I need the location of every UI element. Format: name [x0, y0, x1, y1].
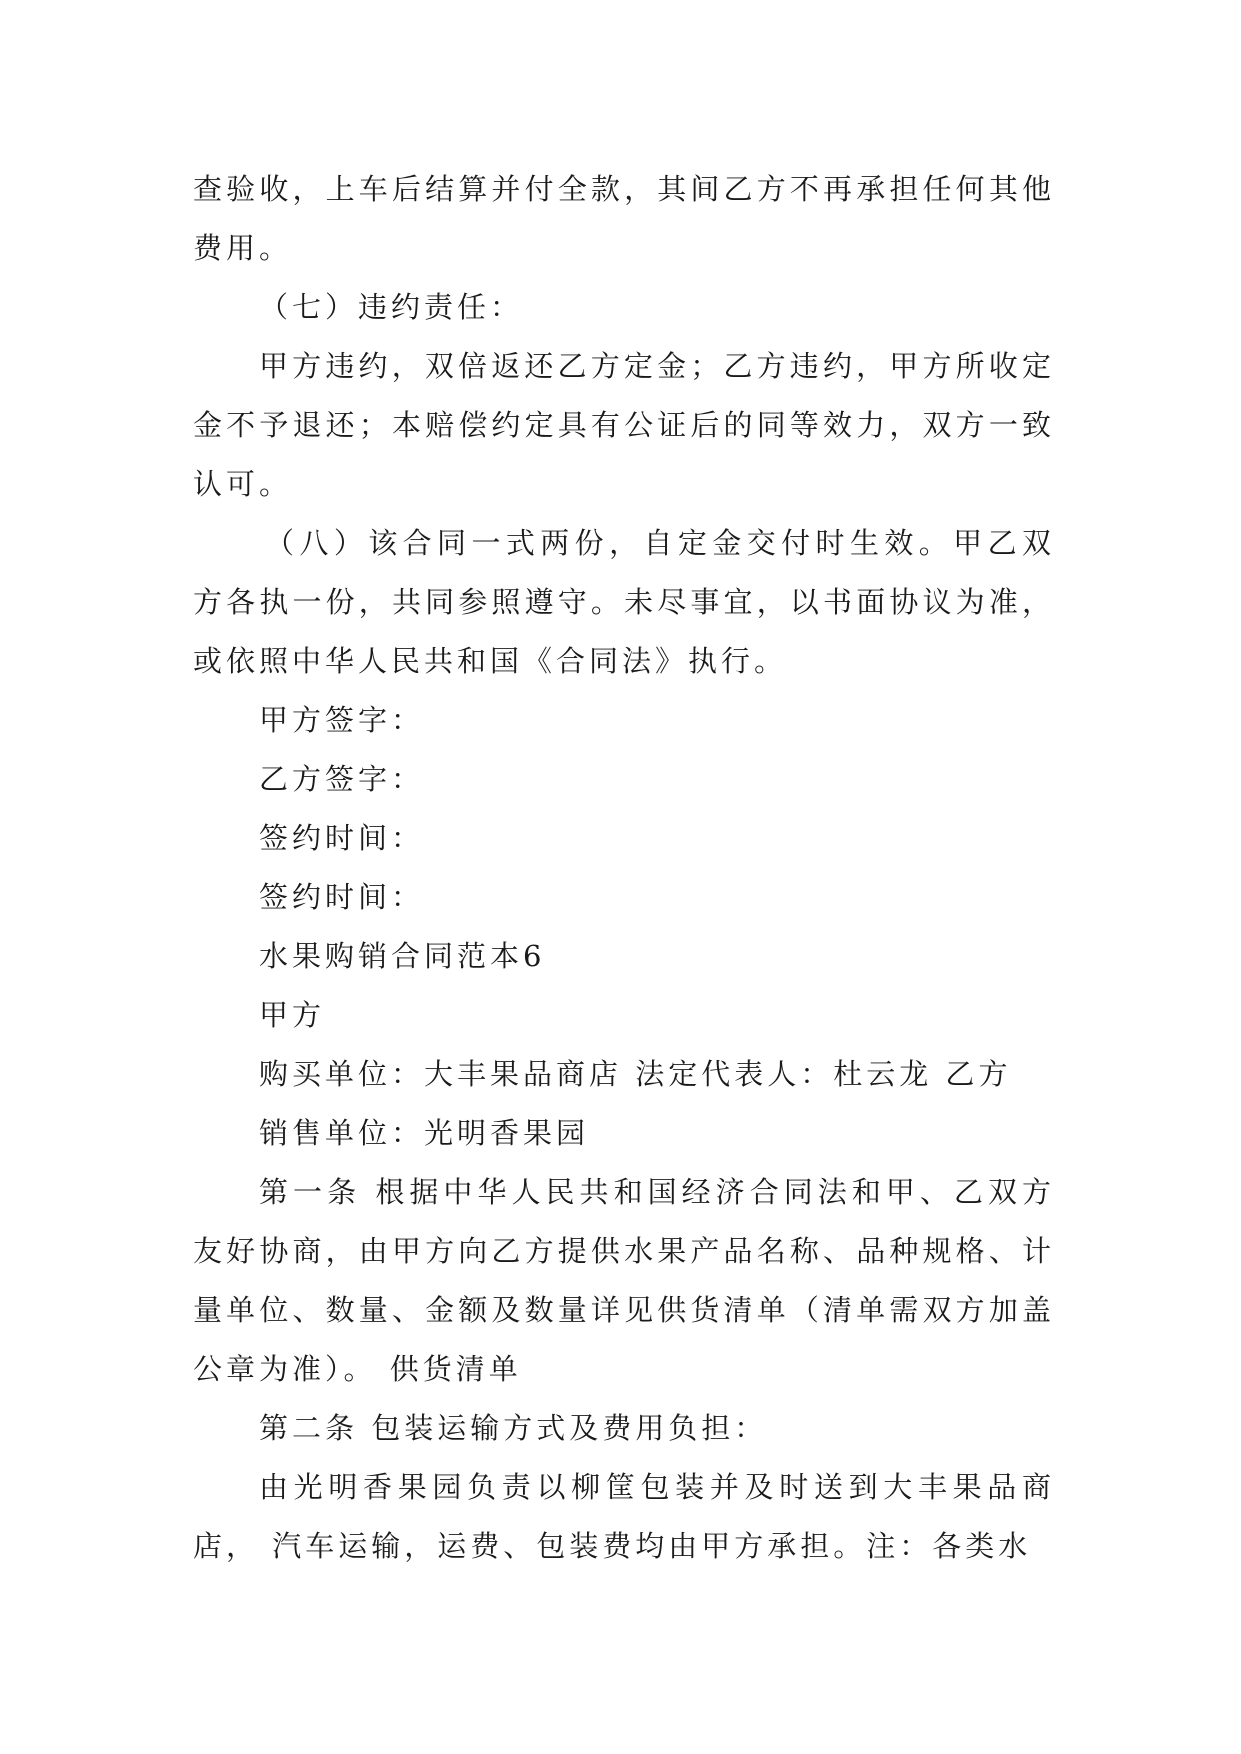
paragraph-breach-terms: 甲方违约，双倍返还乙方定金；乙方违约，甲方所收定金不予退还；本赔偿约定具有公证后的同等效力，双方一致认可。 [193, 349, 1055, 501]
article-two-body: 由光明香果园负责以柳筐包装并及时送到大丰果品商店， 汽车运输，运费、包装费均由甲方承担。注：各类水 [193, 1470, 1055, 1563]
signing-date-1: 签约时间： [259, 821, 425, 855]
article-one: 第一条 根据中华人民共和国经济合同法和甲、乙双方友好协商，由甲方向乙方提供水果产品名称、品种规格、计量单位、数量、金额及数量详见供货清单（清单需双方加盖公章为准）。 供货清单 [193, 1175, 1055, 1386]
party-a-label: 甲方 [259, 998, 326, 1032]
paragraph-breach-heading: （七）违约责任： [259, 290, 524, 324]
signature-party-b: 乙方签字： [259, 762, 425, 796]
paragraph-payment-terms: 查验收，上车后结算并付全款，其间乙方不再承担任何其他费用。 [193, 172, 1055, 265]
document-body [193, 160, 1055, 1576]
signature-party-a: 甲方签字： [259, 703, 425, 737]
article-two-heading: 第二条 包装运输方式及费用负担： [259, 1411, 768, 1445]
buyer-info: 购买单位：大丰果品商店 法定代表人：杜云龙 乙方 [259, 1057, 1012, 1091]
contract-title: 水果购销合同范本6 [259, 939, 546, 973]
signing-date-2: 签约时间： [259, 880, 425, 914]
paragraph-copies-terms: （八）该合同一式两份，自定金交付时生效。甲乙双方各执一份，共同参照遵守。未尽事宜，以书面协议为准，或依照中华人民共和国《合同法》执行。 [193, 526, 1055, 678]
seller-info: 销售单位：光明香果园 [259, 1116, 590, 1150]
